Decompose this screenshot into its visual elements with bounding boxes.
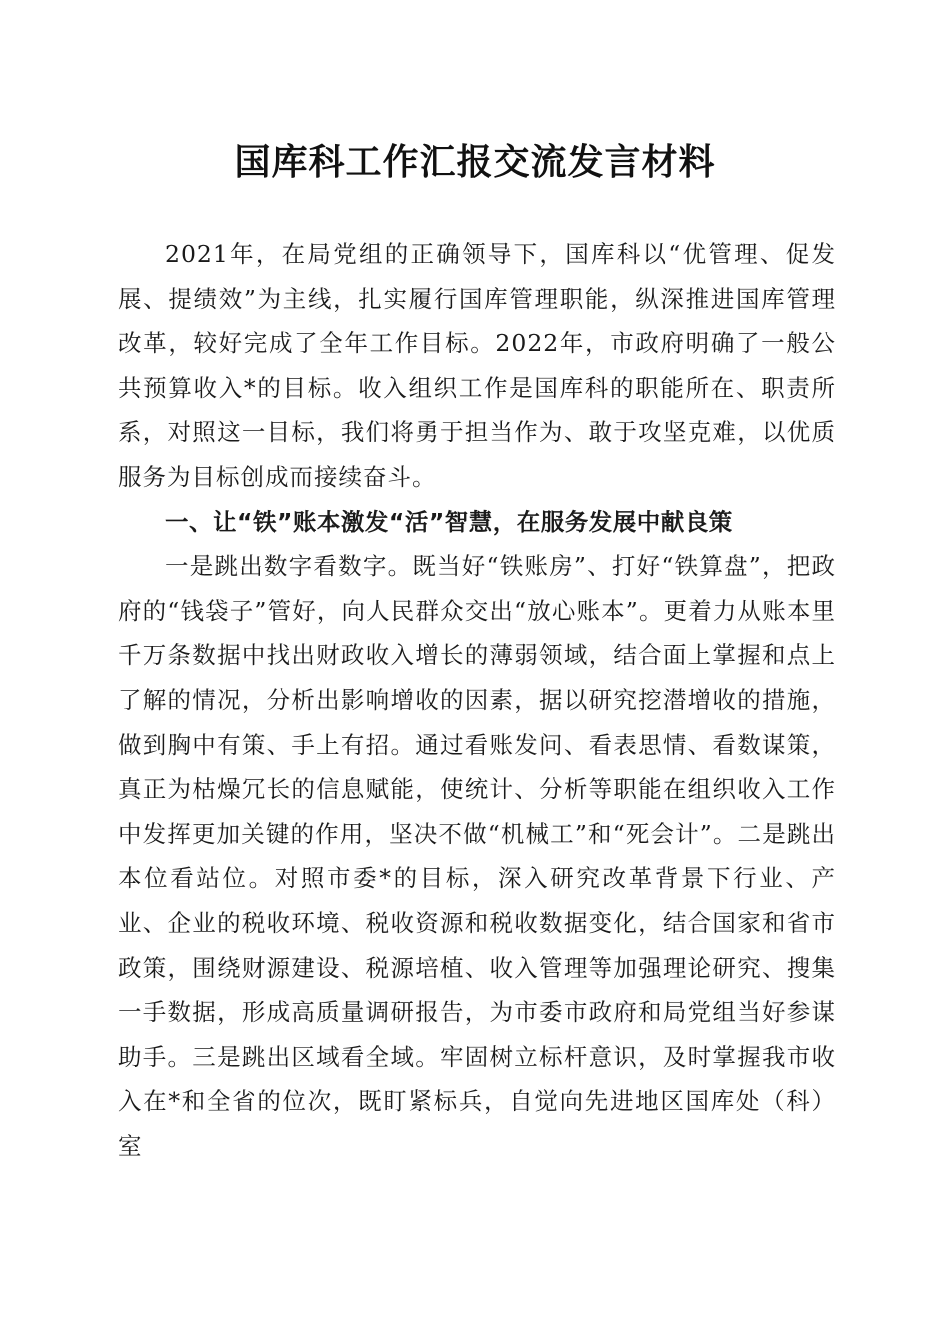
- section-heading: 一、让“铁”账本激发“活”智慧，在服务发展中献良策: [165, 507, 733, 536]
- section-paragraph-text: 既当好“铁账房”、打好“铁算盘”，把政府的“钱袋子”管好，向人民群众交出“放心账本”。更着力从账本里千万条数据中找出财政收入增长的薄弱领域，结合面上掌握和点上了解的情况，分析出影响增收的因素，据以研究挖潜增收的措施，做到胸中有策、手上有招。通过看账发问、看表思情、看数谋策，真正为枯燥冗长的信息赋能，使统计、分析等职能在组织收入工作中发挥更加关键的作用，坚决不做“机械工”和“死会计”。二是跳出本位看站位。对照市委*的目标，深入研究改革背景下行业、产业、企业的税收环境、税收资源和税收数据变化，结合国家和省市政策，围绕财源建设、税源培植、收入管理等加强理论研究、搜集一手数据，形成高质量调研报告，为市委市政府和局党组当好参谋助手。三是跳出区域看全域。牢固树立标杆意识，及时掌握我市收入在*和全省的位次，既盯紧标兵，自觉向先进地区国库处（科）室: [118, 552, 837, 1160]
- document-title: 国库科工作汇报交流发言材料: [234, 141, 716, 183]
- intro-paragraph: 2021年，在局党组的正确领导下，国库科以“优管理、促发展、提绩效”为主线，扎实履行国库管理职能，纵深推进国库管理改革，较好完成了全年工作目标。2022年，市政府明确了一般公共预算收入*的目标。收入组织工作是国库科的职能所在、职责所系，对照这一目标，我们将勇于担当作为、敢于攻坚克难，以优质服务为目标创成而接续奋斗。: [118, 240, 836, 491]
- section-paragraph: [118, 544, 836, 1168]
- section-lead-phrase: 一是跳出数字看数字。: [165, 552, 413, 581]
- document-body: [118, 232, 836, 1168]
